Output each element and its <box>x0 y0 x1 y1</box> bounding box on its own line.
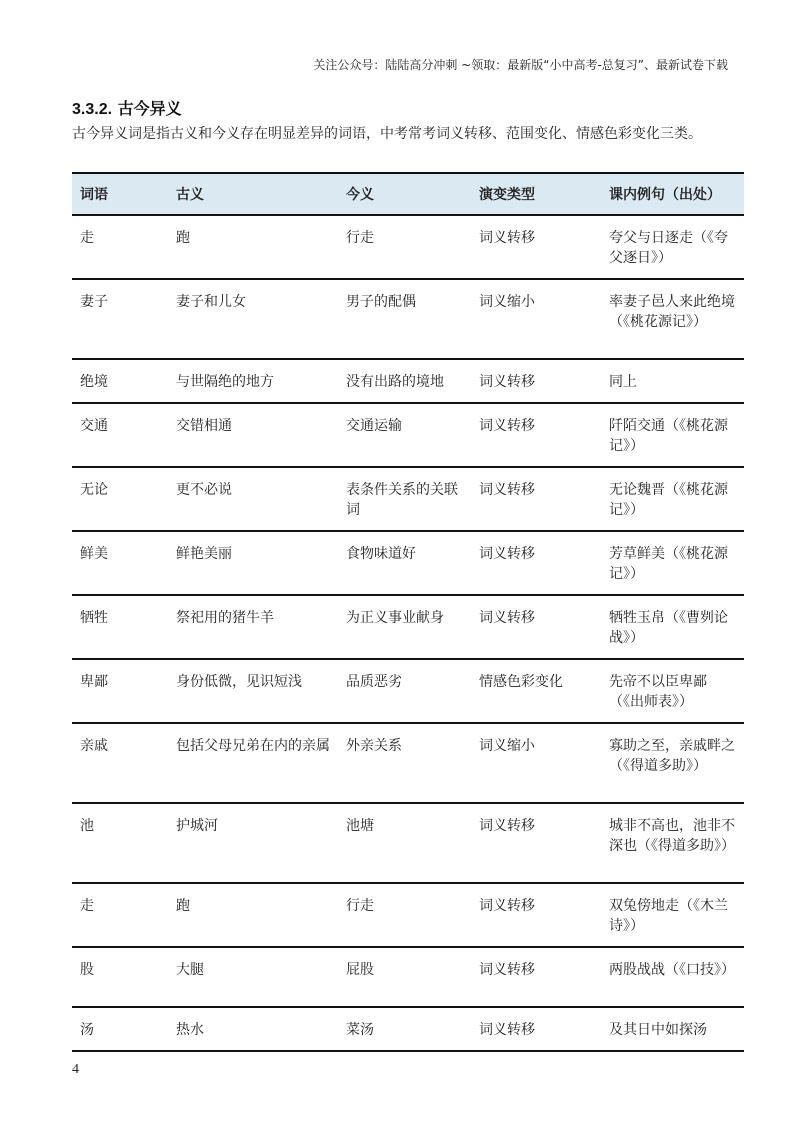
cell-evolution-type: 词义转移 <box>471 1007 601 1051</box>
cell-modern-meaning: 外亲关系 <box>338 723 471 803</box>
cell-ancient-meaning: 护城河 <box>168 803 338 883</box>
cell-evolution-type: 词义转移 <box>471 595 601 659</box>
table-row <box>72 359 744 403</box>
table-header-row <box>72 173 744 215</box>
cell-modern-meaning: 行走 <box>338 883 471 947</box>
cell-ancient-meaning: 与世隔绝的地方 <box>168 359 338 403</box>
cell-ancient-meaning: 大腿 <box>168 947 338 1007</box>
cell-ancient-meaning: 身份低微，见识短浅 <box>168 659 338 723</box>
cell-evolution-type: 情感色彩变化 <box>471 659 601 723</box>
table-row <box>72 659 744 723</box>
cell-example: 寡助之至，亲戚畔之（《得道多助》） <box>601 723 744 803</box>
intro-paragraph: 古今异义词是指古义和今义存在明显差异的词语，中考常考词义转移、范围变化、情感色彩变化三类。 <box>72 126 702 142</box>
cell-evolution-type: 词义转移 <box>471 947 601 1007</box>
cell-example: 无论魏晋（《桃花源记》） <box>601 467 744 531</box>
table-row <box>72 279 744 359</box>
table-row <box>72 403 744 467</box>
table-row <box>72 531 744 595</box>
cell-example: 及其日中如探汤 <box>601 1007 744 1051</box>
cell-ancient-meaning: 更不必说 <box>168 467 338 531</box>
header-example-source: 课内例句（出处） <box>601 173 744 215</box>
header-evolution-type: 演变类型 <box>471 173 601 215</box>
cell-word: 走 <box>72 883 168 947</box>
cell-evolution-type: 词义转移 <box>471 531 601 595</box>
cell-modern-meaning: 池塘 <box>338 803 471 883</box>
cell-evolution-type: 词义转移 <box>471 215 601 279</box>
cell-example: 双兔傍地走（《木兰诗》） <box>601 883 744 947</box>
cell-modern-meaning: 男子的配偶 <box>338 279 471 359</box>
table-row <box>72 947 744 1007</box>
cell-example: 阡陌交通（《桃花源记》） <box>601 403 744 467</box>
cell-example: 城非不高也，池非不深也（《得道多助》） <box>601 803 744 883</box>
cell-modern-meaning: 品质恶劣 <box>338 659 471 723</box>
cell-word: 鲜美 <box>72 531 168 595</box>
cell-evolution-type: 词义转移 <box>471 803 601 883</box>
cell-modern-meaning: 为正义事业献身 <box>338 595 471 659</box>
cell-evolution-type: 词义转移 <box>471 359 601 403</box>
cell-ancient-meaning: 跑 <box>168 883 338 947</box>
cell-word: 牺牲 <box>72 595 168 659</box>
cell-example: 同上 <box>601 359 744 403</box>
cell-word: 池 <box>72 803 168 883</box>
cell-word: 妻子 <box>72 279 168 359</box>
cell-modern-meaning: 表条件关系的关联词 <box>338 467 471 531</box>
header-ancient-meaning: 古义 <box>168 173 338 215</box>
cell-modern-meaning: 行走 <box>338 215 471 279</box>
cell-modern-meaning: 屁股 <box>338 947 471 1007</box>
cell-example: 率妻子邑人来此绝境（《桃花源记》） <box>601 279 744 359</box>
cell-word: 股 <box>72 947 168 1007</box>
table-row <box>72 723 744 803</box>
cell-word: 交通 <box>72 403 168 467</box>
cell-modern-meaning: 没有出路的境地 <box>338 359 471 403</box>
cell-evolution-type: 词义转移 <box>471 467 601 531</box>
header-note: 关注公众号：陆陆高分冲刺 ~领取：最新版“小中高考-总复习”、最新试卷下载 <box>313 58 728 72</box>
cell-example: 牺牲玉帛（《曹刿论战》） <box>601 595 744 659</box>
cell-modern-meaning: 食物味道好 <box>338 531 471 595</box>
header-modern-meaning: 今义 <box>338 173 471 215</box>
cell-ancient-meaning: 跑 <box>168 215 338 279</box>
table-row <box>72 215 744 279</box>
table-row <box>72 803 744 883</box>
cell-word: 卑鄙 <box>72 659 168 723</box>
cell-modern-meaning: 菜汤 <box>338 1007 471 1051</box>
cell-example: 芳草鲜美（《桃花源记》） <box>601 531 744 595</box>
cell-evolution-type: 词义缩小 <box>471 279 601 359</box>
cell-example: 两股战战（《口技》） <box>601 947 744 1007</box>
cell-ancient-meaning: 妻子和儿女 <box>168 279 338 359</box>
cell-word: 绝境 <box>72 359 168 403</box>
page-number: 4 <box>72 1062 79 1077</box>
cell-ancient-meaning: 热水 <box>168 1007 338 1051</box>
section-number: 3.3.2. <box>72 101 113 118</box>
cell-modern-meaning: 交通运输 <box>338 403 471 467</box>
cell-ancient-meaning: 鲜艳美丽 <box>168 531 338 595</box>
cell-evolution-type: 词义缩小 <box>471 723 601 803</box>
table-row <box>72 467 744 531</box>
section-title <box>72 96 182 119</box>
section-title-text: 古今异义 <box>117 99 182 118</box>
cell-word: 走 <box>72 215 168 279</box>
table-row <box>72 595 744 659</box>
vocabulary-table <box>72 172 744 1052</box>
header-word: 词语 <box>72 173 168 215</box>
cell-word: 汤 <box>72 1007 168 1051</box>
cell-ancient-meaning: 祭祀用的猪牛羊 <box>168 595 338 659</box>
cell-word: 亲戚 <box>72 723 168 803</box>
table-row <box>72 1007 744 1051</box>
table-row <box>72 883 744 947</box>
cell-ancient-meaning: 交错相通 <box>168 403 338 467</box>
cell-word: 无论 <box>72 467 168 531</box>
cell-ancient-meaning: 包括父母兄弟在内的亲属 <box>168 723 338 803</box>
cell-example: 夸父与日逐走（《夸父逐日》） <box>601 215 744 279</box>
cell-evolution-type: 词义转移 <box>471 403 601 467</box>
cell-evolution-type: 词义转移 <box>471 883 601 947</box>
cell-example: 先帝不以臣卑鄙（《出师表》） <box>601 659 744 723</box>
